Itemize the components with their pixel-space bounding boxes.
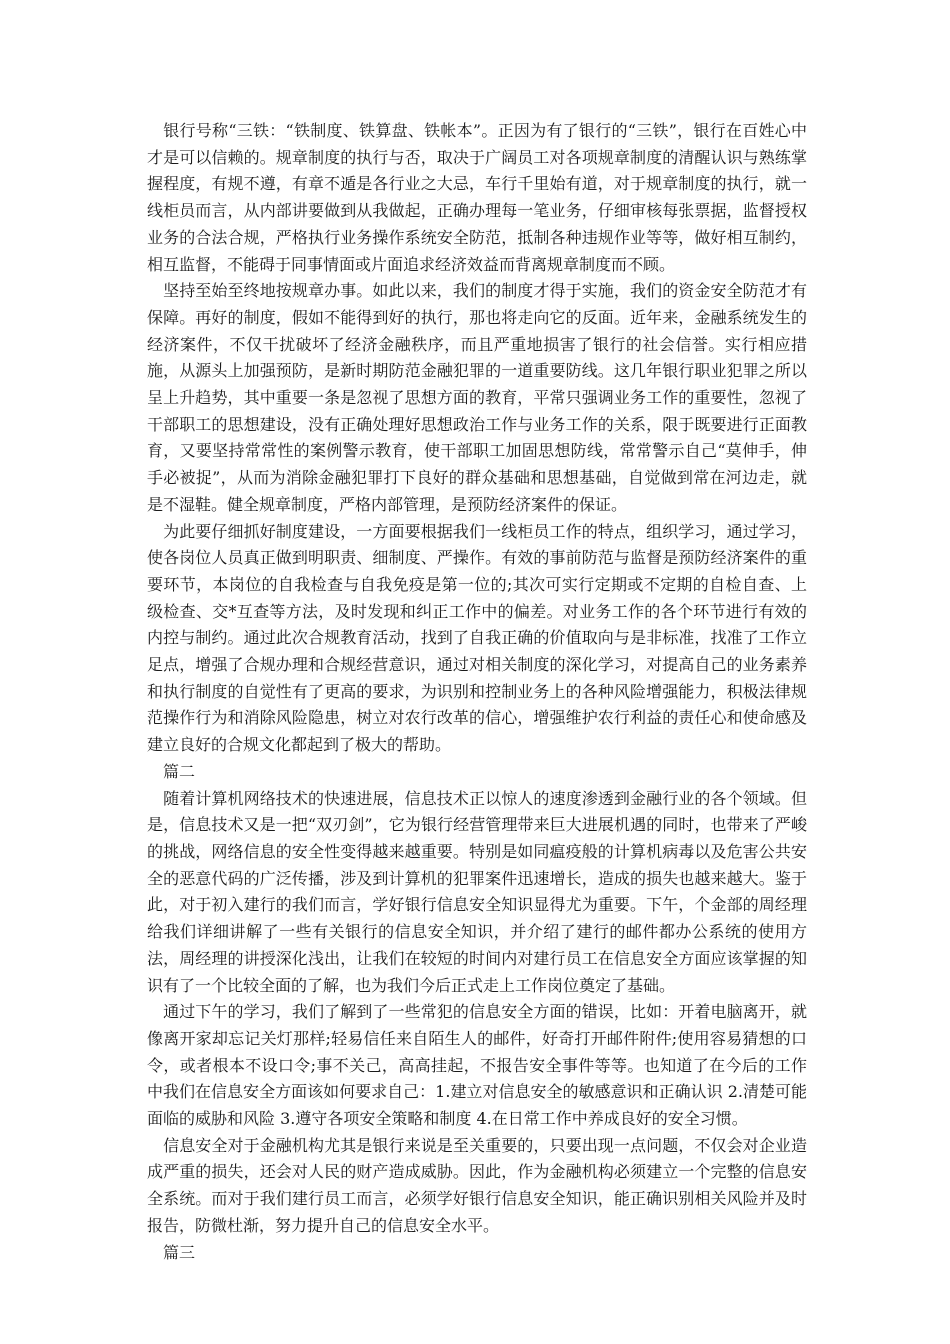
section-heading-3: 篇三 [147, 1242, 196, 1262]
paragraph-5: 通过下午的学习，我们了解到了一些常犯的信息安全方面的错误，比如：开着电脑离开，就像离开家却忘记关灯那样;轻易信任来自陌生人的邮件，好奇打开邮件附件;使用容易猜想的口令，或者根本不设口令;事不关己，高高挂起，不报告安全事件等等。也知道了在今后的工作中我们在信息安全方面该如何要求自己：1.建立对信息安全的敏感意识和正确认识 2.清楚可能面临的威胁和风险 3.遵守各项安全策略和制度 4.在日常工作中养成良好的安全习惯。 [147, 1002, 807, 1129]
document-body [147, 118, 807, 1266]
paragraph-1: 银行号称“三铁：“铁制度、铁算盘、铁帐本”。正因为有了银行的“三铁”，银行在百姓心中才是可以信赖的。规章制度的执行与否，取决于广阔员工对各项规章制度的清醒认识与熟练掌握程度，有规不遵，有章不遁是各行业之大忌，车行千里始有道，对于规章制度的执行，就一线柜员而言，从内部讲要做到从我做起，正确办理每一笔业务，仔细审核每张票据，监督授权业务的合法合规，严格执行业务操作系统安全防范，抵制各种违规作业等等，做好相互制约，相互监督，不能碍于同事情面或片面追求经济效益而背离规章制度而不顾。 [147, 121, 807, 274]
paragraph-6: 信息安全对于金融机构尤其是银行来说是至关重要的，只要出现一点问题，不仅会对企业造成严重的损失，还会对人民的财产造成威胁。因此，作为金融机构必须建立一个完整的信息安全系统。而对于我们建行员工而言，必须学好银行信息安全知识，能正确识别相关风险并及时报告，防微杜渐，努力提升自己的信息安全水平。 [147, 1135, 807, 1235]
section-heading-2: 篇二 [147, 761, 196, 781]
paragraph-3: 为此要仔细抓好制度建设，一方面要根据我们一线柜员工作的特点，组织学习，通过学习，使各岗位人员真正做到明职责、细制度、严操作。有效的事前防范与监督是预防经济案件的重要环节，本岗位的自我检查与自我免疫是第一位的;其次可实行定期或不定期的自检自查、上级检查、交*互查等方法，及时发现和纠正工作中的偏差。对业务工作的各个环节进行有效的内控与制约。通过此次合规教育活动，找到了自我正确的价值取向与是非标准，找准了工作立足点，增强了合规办理和合规经营意识，通过对相关制度的深化学习，对提高自己的业务素养和执行制度的自觉性有了更高的要求，为识别和控制业务上的各种风险增强能力，积极法律规范操作行为和消除风险隐患，树立对农行改革的信心，增强维护农行利益的责任心和使命感及建立良好的合规文化都起到了极大的帮助。 [147, 521, 807, 755]
paragraph-4: 随着计算机网络技术的快速进展，信息技术正以惊人的速度渗透到金融行业的各个领域。但是，信息技术又是一把“双刃剑”，它为银行经营管理带来巨大进展机遇的同时，也带来了严峻的挑战，网络信息的安全性变得越来越重要。特别是如同瘟疫般的计算机病毒以及危害公共安全的恶意代码的广泛传播，涉及到计算机的犯罪案件迅速增长，造成的损失也越来越大。鉴于此，对于初入建行的我们而言，学好银行信息安全知识显得尤为重要。下午，个金部的周经理给我们详细讲解了一些有关银行的信息安全知识，并介绍了建行的邮件都办公系统的使用方法，周经理的讲授深化浅出，让我们在较短的时间内对建行员工在信息安全方面应该掌握的知识有了一个比较全面的了解，也为我们今后正式走上工作岗位奠定了基础。 [147, 788, 807, 995]
paragraph-2: 坚持至始至终地按规章办事。如此以来，我们的制度才得于实施，我们的资金安全防范才有保障。再好的制度，假如不能得到好的执行，那也将走向它的反面。近年来，金融系统发生的经济案件，不仅干扰破坏了经济金融秩序，而且严重地损害了银行的社会信誉。实行相应措施，从源头上加强预防，是新时期防范金融犯罪的一道重要防线。这几年银行职业犯罪之所以呈上升趋势，其中重要一条是忽视了思想方面的教育，平常只强调业务工作的重要性，忽视了干部职工的思想建设，没有正确处理好思想政治工作与业务工作的关系，限于既要进行正面教育，又要坚持常常性的案例警示教育，使干部职工加固思想防线，常常警示自己“莫伸手，伸手必被捉”，从而为消除金融犯罪打下良好的群众基础和思想基础，自觉做到常在河边走，就是不湿鞋。健全规章制度，严格内部管理，是预防经济案件的保证。 [147, 281, 807, 514]
